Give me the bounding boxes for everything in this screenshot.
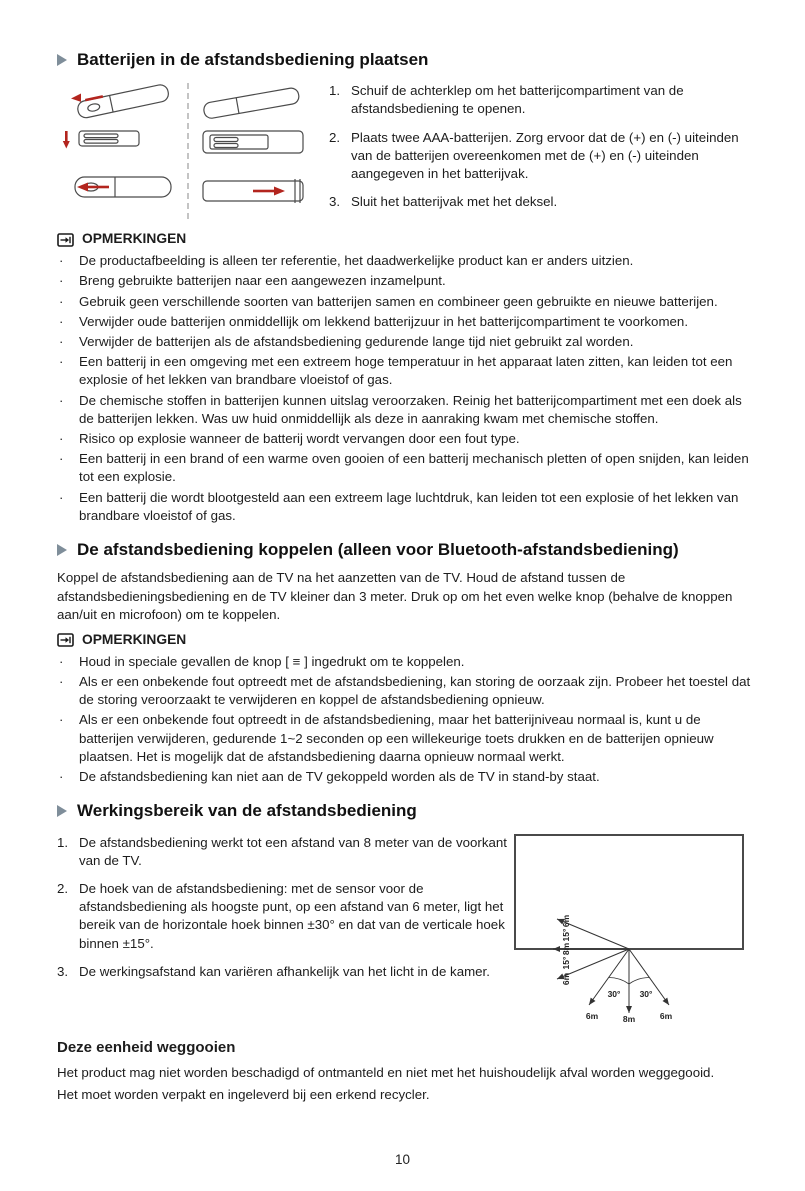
section-arrow-icon xyxy=(57,544,67,556)
note-text: Een batterij in een omgeving met een extreem hoge temperatuur in het apparaat laten zitten, kan leiden tot een explosie of het lekken van brandbare vloeistof of gas. xyxy=(79,354,733,388)
step-number: 1. xyxy=(329,83,341,99)
page-number: 10 xyxy=(394,1151,411,1167)
note-item xyxy=(57,673,751,709)
section-title-batteries xyxy=(57,48,751,71)
bullet: · xyxy=(59,333,64,349)
bullet: · xyxy=(59,293,64,309)
bullet: · xyxy=(59,253,64,269)
note-text: Gebruik geen verschillende soorten van batterijen samen en combineer geen gebruikte en nieuwe batterijen. xyxy=(79,293,718,309)
bullet: · xyxy=(59,313,64,329)
operation-range-diagram xyxy=(513,833,749,1023)
note-item xyxy=(57,252,751,270)
note-text: De afstandsbediening kan niet aan de TV gekoppeld worden als de TV in stand-by staat. xyxy=(79,769,600,785)
diagram-label: 6m xyxy=(561,972,571,985)
note-item xyxy=(57,450,751,486)
step-number: 3. xyxy=(57,963,69,979)
notes-header xyxy=(57,230,751,249)
battery-steps-list xyxy=(329,79,751,211)
step-item xyxy=(57,880,507,953)
note-item xyxy=(57,768,751,786)
notes-header xyxy=(57,631,751,650)
disposal-line: Het moet worden verpakt en ingeleverd bij een erkend recycler. xyxy=(57,1087,430,1103)
note-text: Verwijder oude batterijen onmiddellijk om lekkend batterijzuur in het batterijcompartiment te voorkomen. xyxy=(79,313,689,329)
diagram-label: 6m xyxy=(659,1010,673,1021)
section-title-text: Werkingsbereik van de afstandsbediening xyxy=(77,801,417,821)
note-text: Als er een onbekende fout optreedt met de afstandsbediening, kan storing de oorzaak zijn. Probeer het toestel dat de storing veroorzaakt te verwijderen en koppel de afstandsbediening opnieuw. xyxy=(79,674,751,708)
note-text: De chemische stoffen in batterijen kunnen uitslag veroorzaken. Reinig het batterijcompartiment met een doek als de batterijen lekken. Was uw huid onmiddellijk als deze in aanraking kwam met chemische stoffen. xyxy=(79,392,742,426)
diagram-label: 15° xyxy=(561,928,571,941)
diagram-label: 6m xyxy=(561,914,571,927)
range-diagram-box xyxy=(513,831,751,1028)
note-text: Een batterij in een brand of een warme oven gooien of een batterij mechanisch pletten of open snijden, kan leiden tot een explosie. xyxy=(79,451,749,485)
note-item xyxy=(57,313,751,331)
diagram-label: 8m xyxy=(622,1013,636,1023)
step-number: 3. xyxy=(329,194,341,210)
step-number: 1. xyxy=(57,834,69,850)
step-number: 2. xyxy=(329,129,341,145)
note-text: Een batterij die wordt blootgesteld aan een extreem lage luchtdruk, kan leiden tot een explosie of het lekken van brandbare vloeistof of gas. xyxy=(79,489,739,523)
notes-title: OPMERKINGEN xyxy=(82,631,187,647)
section-range xyxy=(57,799,751,1104)
note-text: De productafbeelding is alleen ter referentie, het daadwerkelijke product kan er anders uitzien. xyxy=(79,253,634,269)
note-item xyxy=(57,711,751,766)
step-text: De werkingsafstand kan variëren afhankelijk van het licht in de kamer. xyxy=(79,963,490,979)
bullet: · xyxy=(59,354,64,370)
diagram-label: 30° xyxy=(639,988,653,999)
step-item xyxy=(329,193,751,211)
step-text: Schuif de achterklep om het batterijcompartiment van de afstandsbediening te openen. xyxy=(351,83,684,117)
note-text: Houd in speciale gevallen de knop [ ≡ ] ingedrukt om te koppelen. xyxy=(79,653,465,669)
step-text: De afstandsbediening werkt tot een afstand van 8 meter van de voorkant van de TV. xyxy=(79,834,507,868)
bullet: · xyxy=(59,712,64,728)
red-arrow-icons xyxy=(63,94,285,196)
section-arrow-icon xyxy=(57,54,67,66)
step-item xyxy=(57,834,507,870)
bullet: · xyxy=(59,392,64,408)
step-text: De hoek van de afstandsbediening: met de sensor voor de afstandsbediening als hoogste punt, op een afstand van 6 meter, ligt het bereik van de horizontale hoek binnen ±30° en dat van de verticale hoek binnen ±15°. xyxy=(79,880,505,951)
bullet: · xyxy=(59,769,64,785)
battery-notes-list xyxy=(57,252,751,525)
bullet: · xyxy=(59,653,64,669)
range-row xyxy=(57,831,751,1028)
step-item xyxy=(329,129,751,184)
note-item xyxy=(57,333,751,351)
battery-steps-illustration xyxy=(57,79,315,223)
section-title-range xyxy=(57,799,751,822)
note-item xyxy=(57,353,751,389)
note-text: Risico op explosie wanneer de batterij wordt vervangen door een fout type. xyxy=(79,431,520,446)
notes-icon xyxy=(57,633,74,647)
step-item xyxy=(57,963,507,981)
step-text: Plaats twee AAA-batterijen. Zorg ervoor dat de (+) en (-) uiteinden van de batterijen overeenkomen met de (+) en (-) uiteinden aangegeven in het batterijvak. xyxy=(351,129,739,182)
note-text: Als er een onbekende fout optreedt in de afstandsbediening, maar het batterijniveau normaal is, kunt u de batterijen verwijderen, gedurende 1~2 seconden op een willekeurige toets drukken en de batterijen opnieuw plaatsen. Het is mogelijk dat de afstandsbediening daarna opnieuw normaal werkt. xyxy=(79,712,714,764)
step-item xyxy=(329,82,751,118)
range-steps-list xyxy=(57,831,507,981)
step-number: 2. xyxy=(57,880,69,896)
section-title-pairing xyxy=(57,538,751,561)
disposal-line: Het product mag niet worden beschadigd of ontmanteld en niet met het huishoudelijk afval worden weggegooid. xyxy=(57,1065,715,1081)
diagram-label: 6m xyxy=(585,1010,599,1021)
bullet: · xyxy=(59,431,64,446)
step-text: Sluit het batterijvak met het deksel. xyxy=(351,194,558,210)
diagram-label: 30° xyxy=(607,988,621,999)
pairing-intro: Koppel de afstandsbediening aan de TV na het aanzetten van de TV. Houd de afstand tussen de afstandsbedieningsbediening en de TV kleiner dan 3 meter. Druk op om het even welke knop (behalve de knoppen aan/uit en microfoon) om te koppelen. xyxy=(57,570,733,622)
bullet: · xyxy=(59,451,64,467)
bullet: · xyxy=(59,489,64,505)
section-title-text: De afstandsbediening koppelen (alleen voor Bluetooth-afstandsbediening) xyxy=(77,540,679,560)
diagram-label: 8m xyxy=(561,942,571,955)
note-item xyxy=(57,430,751,448)
diagram-label: 15° xyxy=(561,956,571,969)
section-arrow-icon xyxy=(57,805,67,817)
disposal-title: Deze eenheid weggooien xyxy=(57,1038,236,1056)
notes-title: OPMERKINGEN xyxy=(82,231,187,247)
note-item xyxy=(57,392,751,428)
notes-icon xyxy=(57,233,74,247)
battery-figure-row xyxy=(57,79,751,223)
note-item xyxy=(57,489,751,525)
pairing-notes-list xyxy=(57,653,751,786)
bullet: · xyxy=(59,674,64,689)
section-title-text: Batterijen in de afstandsbediening plaatsen xyxy=(77,50,429,69)
section-batteries xyxy=(57,48,751,525)
note-item xyxy=(57,272,751,290)
note-text: Breng gebruikte batterijen naar een aangewezen inzamelpunt. xyxy=(79,273,446,289)
note-text: Verwijder de batterijen als de afstandsbediening gedurende lange tijd niet gebruikt zal worden. xyxy=(79,333,634,349)
bullet: · xyxy=(59,273,64,289)
note-item xyxy=(57,293,751,311)
section-pairing xyxy=(57,538,751,786)
note-item xyxy=(57,653,751,671)
